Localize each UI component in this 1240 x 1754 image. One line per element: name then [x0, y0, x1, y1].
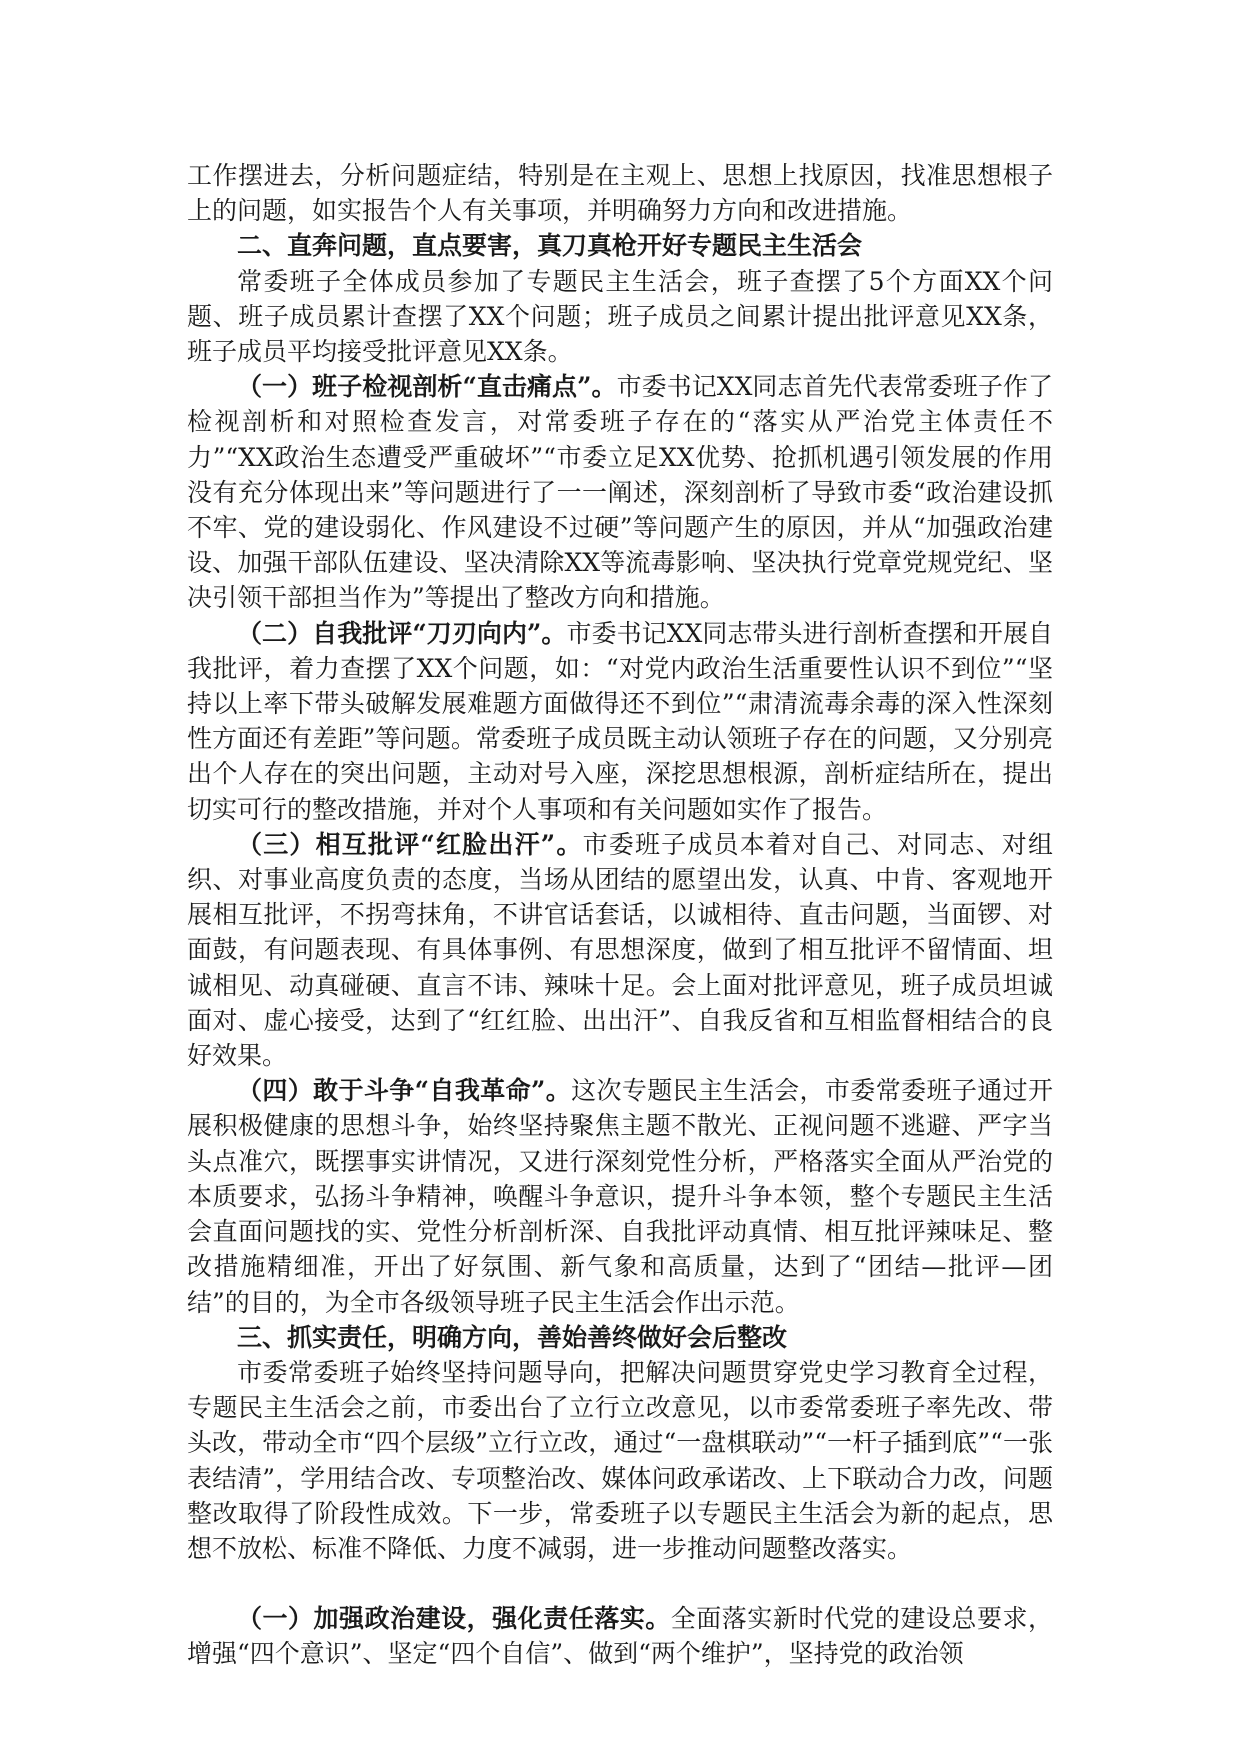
item-lead-4: （四）敢于斗争“自我革命”。	[237, 1076, 572, 1106]
item-text-1: 市委书记XX同志首先代表常委班子作了检视剖析和对照检查发言，对常委班子存在的“落实从严治党主体责任不力”“XX政治生态遭受严重破坏”“市委立足XX优势、抢抓机遇引领发展的作用没有充分体现出来”等问题进行了一一阐述，深刻剖析了导致市委“政治建设抓不牢、党的建设弱化、作风建设不过硬”等问题产生的原因，并从“加强政治建设、加强干部队伍建设、坚决清除XX等流毒影响、坚决执行党章党规党纪、坚决引领干部担当作为”等提出了整改方向和措施。	[187, 372, 1053, 613]
item-text-4: 这次专题民主生活会，市委常委班子通过开展积极健康的思想斗争，始终坚持聚焦主题不散光、正视问题不逃避、严字当头点准穴，既摆事实讲情况，又进行深刻党性分析，严格落实全面从严治党的本质要求，弘扬斗争精神，唤醒斗争意识，提升斗争本领，整个专题民主生活会直面问题找的实、党性分析剖析深、自我批评动真情、相互批评辣味足、整改措施精细准，开出了好氛围、新气象和高质量，达到了“团结—批评—团结”的目的，为全市各级领导班子民主生活会作出示范。	[187, 1076, 1053, 1317]
section-3-intro: 市委常委班子始终坚持问题导向，把解决问题贯穿党史学习教育全过程，专题民主生活会之前，市委出台了立行立改意见，以市委常委班子率先改、带头改，带动全市“四个层级”立行立改，通过“一盘棋联动”“一杆子插到底”“一张表结清”，学用结合改、专项整治改、媒体问政承诺改、上下联动合力改，问题整改取得了阶段性成效。下一步，常委班子以专题民主生活会为新的起点，思想不放松、标准不降低、力度不减弱，进一步推动问题整改落实。	[187, 1357, 1053, 1563]
section-2-intro: 常委班子全体成员参加了专题民主生活会，班子查摆了5个方面XX个问题、班子成员累计查摆了XX个问题；班子成员之间累计提出批评意见XX条，班子成员平均接受批评意见XX条。	[187, 266, 1053, 367]
item-lead-2: （二）自我批评“刀刃向内”。	[237, 618, 567, 648]
item-text-3: 市委班子成员本着对自己、对同志、对组织、对事业高度负责的态度，当场从团结的愿望出发，认真、中肯、客观地开展相互批评，不拐弯抹角，不讲官话套话，以诚相待、直击问题，当面锣、对面鼓，有问题表现、有具体事例、有思想深度，做到了相互批评不留情面、坦诚相见、动真碰硬、直言不讳、辣味十足。会上面对批评意见，班子成员坦诚面对、虚心接受，达到了“红红脸、出出汗”、自我反省和互相监督相结合的良好效果。	[187, 829, 1053, 1071]
section-heading-2: 二、直奔问题，直点要害，真刀真枪开好专题民主生活会	[237, 231, 863, 261]
item-paragraph-3	[187, 827, 1053, 1073]
item-lead-5: （一）加强政治建设，强化责任落实。	[237, 1604, 671, 1634]
document-body	[187, 158, 1053, 1672]
section-heading-3: 三、抓实责任，明确方向，善始善终做好会后整改	[237, 1322, 788, 1352]
item-paragraph-4	[187, 1073, 1053, 1319]
item-text-2: 市委书记XX同志带头进行剖析查摆和开展自我批评，着力查摆了XX个问题，如：“对党内政治生活重要性认识不到位”“坚持以上率下带头破解发展难题方面做得还不到位”“肃清流毒余毒的深入性深刻性方面还有差距”等问题。常委班子成员既主动认领班子存在的问题，又分别亮出个人存在的突出问题，主动对号入座，深挖思想根源，剖析症结所在，提出切实可行的整改措施，并对个人事项和有关问题如实作了报告。	[187, 618, 1053, 824]
item-paragraph-1	[187, 369, 1053, 615]
item-lead-1: （一）班子检视剖析“直击痛点”。	[237, 372, 617, 402]
item-text-5: 全面落实新时代党的建设总要求，增强“四个意识”、坚定“四个自信”、做到“两个维护”，坚持党的政治领	[187, 1604, 1053, 1669]
item-paragraph-5	[187, 1601, 1053, 1671]
item-lead-3: （三）相互批评“红脸出汗”。	[237, 829, 583, 859]
item-paragraph-2	[187, 616, 1053, 827]
paragraph-spacer	[187, 1566, 1053, 1601]
paragraph-continuation: 工作摆进去，分析问题症结，特别是在主观上、思想上找原因，找准思想根子上的问题，如实报告个人有关事项，并明确努力方向和改进措施。	[187, 161, 1053, 226]
